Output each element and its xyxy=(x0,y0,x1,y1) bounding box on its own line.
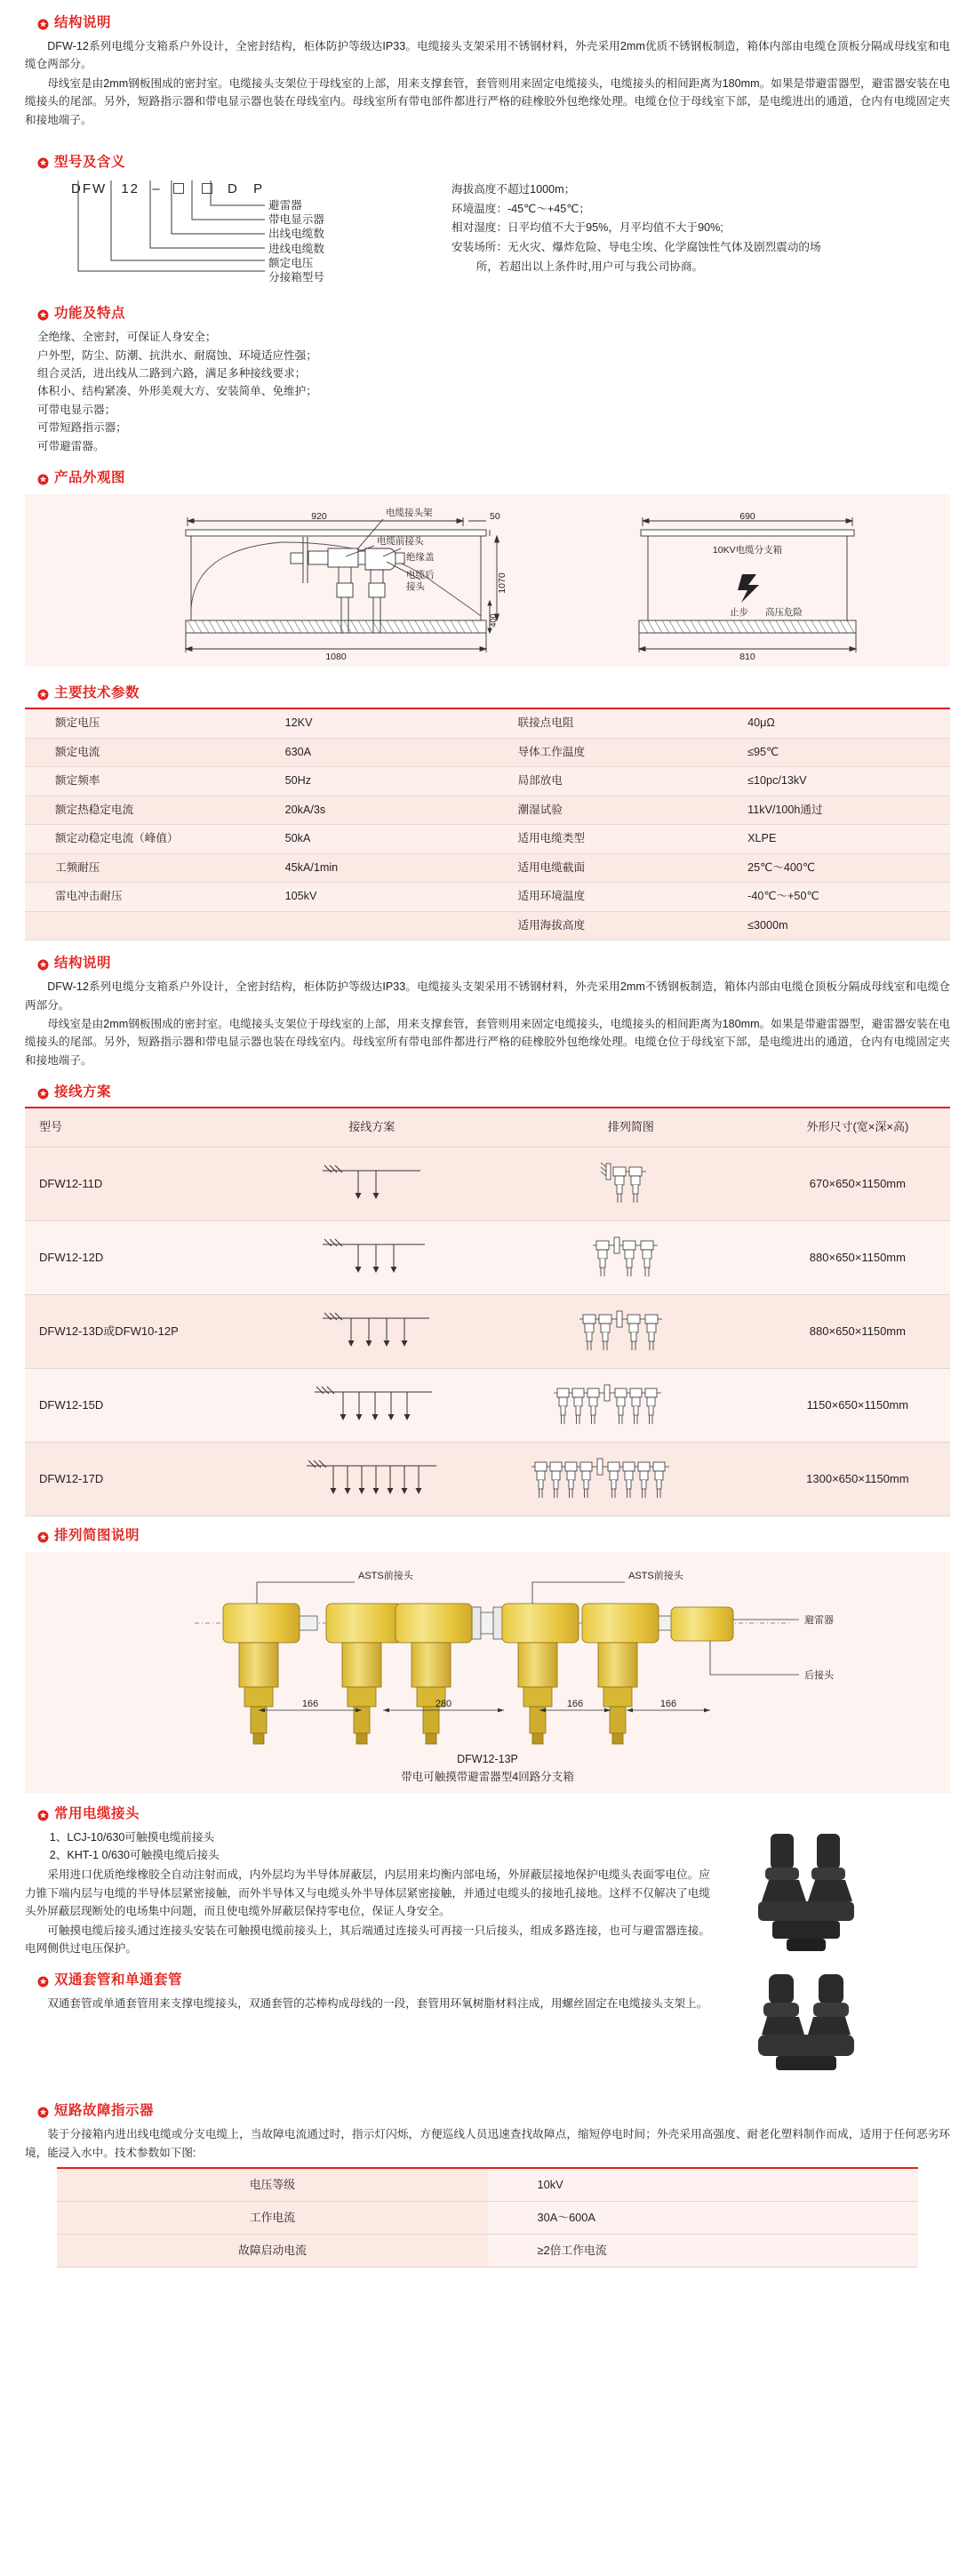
param-value xyxy=(266,911,488,940)
structure-paragraph-1: DFW-12系列电缆分支箱系户外设计，全密封结构，柜体防护等级达IP33。电缆接头支架采用不锈钢材料，外壳采用2mm优质不锈钢板制造，箱体内部由电缆仓顶板分隔成母线室和电缆仓两部分。 xyxy=(25,40,950,71)
structure-paragraph-2: 母线室是由2mm钢板围成的密封室。电缆接头支架位于母线室的上部，用来支撑套管，套管则用来固定电缆接头，电缆接头的相间距离为180mm。如果是带避雷器型，避雷器安装在电缆接头的尾部。另外，短路指示器和带电显示器也装在母线室内。母线室所有带电部件都进行严格的硅橡胶外包绝缘处理。电缆仓位于母线室下部，是电缆进出的通道，仓内有电缆固定夹和接地端子。 xyxy=(25,76,950,126)
param-value: XLPE xyxy=(728,825,950,854)
param-key: 额定动稳定电流（峰值） xyxy=(25,825,266,854)
feature-item: 可带短路指示器； xyxy=(37,421,127,435)
feature-item: 体积小、结构紧凑、外形美观大方、安装简单、免维护； xyxy=(37,385,317,398)
fault-paragraph-1: 装于分接箱内进出线电缆或分支电缆上，当故障电流通过时，指示灯闪烁，方便巡线人员迅速查找故障点，缩短停电时间；外壳采用高强度、耐老化塑料制作而成，适用于任何恶劣环境，能浸入水中。技术参数如下图: xyxy=(25,2128,950,2159)
model-leader-lines xyxy=(25,179,443,276)
dim-50: 50 xyxy=(489,511,500,523)
table-row xyxy=(25,1147,950,1220)
wiring-layout-figure xyxy=(497,1220,765,1294)
dim-400: 400 xyxy=(488,613,498,628)
dim-166-c: 166 xyxy=(659,1699,676,1710)
bushing-paragraph-1: 双通套管或单通套管用来支撑电缆接头，双通套管的芯棒构成母线的一段，套管用环氧树脂材料注成，用螺丝固定在电缆接头支架上。 xyxy=(47,1997,708,2011)
section-title: 功能及特点 xyxy=(54,306,126,322)
table-row xyxy=(25,883,950,912)
wiring-layout-figure xyxy=(497,1443,765,1516)
scheme-diagram xyxy=(296,1230,447,1280)
joint-unit xyxy=(396,1604,472,1744)
table-row xyxy=(25,1443,950,1516)
section-title: 短路故障指示器 xyxy=(54,2103,155,2119)
param-value: ≤95℃ xyxy=(728,738,950,767)
col-layout: 排列简图 xyxy=(497,1108,765,1147)
label-rear-joint-2: 接头 xyxy=(405,581,425,593)
table-row xyxy=(25,796,950,825)
section-heading-model xyxy=(37,152,950,173)
wiring-model: DFW12-15D xyxy=(25,1369,247,1443)
model-label-3: 进线电缆数 xyxy=(268,242,324,255)
section-fault-indicator xyxy=(25,2100,950,2267)
label-warn-1: 止步 xyxy=(729,607,748,619)
section-title: 常用电缆接头 xyxy=(54,1806,140,1822)
joint-item-2: 2、KHT-1 0/630可触摸电缆后接头 xyxy=(49,1849,220,1862)
env-humidity: 相对湿度：日平均值不大于95%，月平均值不大于90%; xyxy=(452,221,723,235)
param-value: 50Hz xyxy=(266,767,488,796)
param-key: 额定频率 xyxy=(25,767,266,796)
parameters-table xyxy=(25,708,950,940)
joints-text-column xyxy=(25,1804,710,2014)
section-heading-structure-2 xyxy=(37,953,950,974)
feature-item: 户外型，防尘、防潮、抗洪水、耐腐蚀、环境适应性强； xyxy=(37,348,317,362)
label-asts-front-left: ASTS前接头 xyxy=(357,1571,413,1582)
joint-unit xyxy=(326,1604,403,1744)
model-label-list xyxy=(268,198,324,284)
section-title: 接线方案 xyxy=(54,1084,112,1100)
wiring-dimension: 1300×650×1150mm xyxy=(765,1443,950,1516)
fault-parameters-table xyxy=(57,2167,917,2267)
table-row xyxy=(25,1369,950,1443)
wiring-dimension: 1150×650×1150mm xyxy=(765,1369,950,1443)
section-structure xyxy=(25,12,950,129)
joint-photos xyxy=(719,1804,950,2090)
param-value: 11kV/100h通过 xyxy=(728,796,950,825)
layout-figure-box xyxy=(25,1552,950,1793)
code-voltage: 12 xyxy=(121,180,140,196)
param-value: 12KV xyxy=(266,708,488,738)
col-model: 型号 xyxy=(25,1108,247,1147)
param-key: 局部放电 xyxy=(487,767,728,796)
environment-conditions-list xyxy=(452,179,821,276)
star-icon xyxy=(37,959,49,971)
wiring-scheme-figure xyxy=(247,1147,497,1220)
param-key: 适用海拔高度 xyxy=(487,911,728,940)
joints-paragraph-2: 可触摸电缆后接头通过连接头安装在可触摸电缆前接头上，其后端通过连接头可再接一只后接头，组成多路连接，也可与避雷器连接。电网侧供过电压保护。 xyxy=(25,1924,710,1955)
scheme-diagram xyxy=(296,1156,447,1206)
param-value: -40℃～+50℃ xyxy=(728,883,950,912)
label-rear-joint: 后接头 xyxy=(803,1670,834,1682)
table-row xyxy=(57,2168,917,2201)
feature-item: 全绝缘、全密封，可保证人身安全； xyxy=(37,331,217,344)
param-key: 导体工作温度 xyxy=(487,738,728,767)
model-label-5: 分接箱型号 xyxy=(268,271,324,284)
section-layout-figure xyxy=(25,1525,950,1793)
label-insul-cover: 绝缘盖 xyxy=(405,552,434,564)
param-key: 雷电冲击耐压 xyxy=(25,883,266,912)
structure2-paragraph-2: 母线室是由2mm钢板围成的密封室。电缆接头支架位于母线室的上部，用来支撑套管，套管则用来固定电缆接头，电缆接头的相间距离为180mm。如果是带避雷器型，避雷器安装在电缆接头的尾部。另外，短路指示器和带电显示器也装在母线室内。母线室所有带电部件都进行严格的硅橡胶外包绝缘处理。电缆仓位于母线室下部，是电缆进出的通道，仓内有电缆固定夹和接地端子。 xyxy=(25,1017,950,1067)
section-heading-structure xyxy=(37,12,950,34)
param-key xyxy=(25,911,266,940)
layout-diagram xyxy=(538,1376,724,1429)
table-row xyxy=(25,767,950,796)
section-title: 结构说明 xyxy=(54,15,112,30)
section-heading-bushing xyxy=(37,1970,710,1991)
col-scheme: 接线方案 xyxy=(247,1108,497,1147)
layout-diagram xyxy=(524,1450,738,1503)
model-label-2: 出线电缆数 xyxy=(268,228,324,241)
param-value: 40μΩ xyxy=(728,708,950,738)
fault-value: ≥2倍工作电流 xyxy=(488,2234,918,2267)
param-key: 适用电缆类型 xyxy=(487,825,728,854)
star-icon xyxy=(37,309,49,321)
section-heading-fault xyxy=(37,2100,950,2122)
star-icon xyxy=(37,2107,49,2118)
wiring-table xyxy=(25,1107,950,1516)
table-header-row xyxy=(25,1108,950,1147)
wiring-dimension: 880×650×1150mm xyxy=(765,1294,950,1368)
env-temperature: 环境温度：-45℃～+45℃； xyxy=(452,202,591,215)
param-value: 50kA xyxy=(266,825,488,854)
table-row xyxy=(25,911,950,940)
layout-diagram xyxy=(551,1302,711,1356)
section-title: 结构说明 xyxy=(54,956,112,972)
dim-166-a: 166 xyxy=(301,1699,318,1710)
label-rear-joint: 电缆后 xyxy=(405,570,434,581)
wiring-dimension: 670×650×1150mm xyxy=(765,1147,950,1220)
section-heading-features xyxy=(37,303,950,324)
model-label-4: 额定电压 xyxy=(268,256,314,269)
param-key: 适用环境温度 xyxy=(487,883,728,912)
label-asts-front-right: ASTS前接头 xyxy=(627,1571,683,1582)
table-row xyxy=(57,2234,917,2267)
layout-diagram xyxy=(555,1228,707,1282)
star-icon xyxy=(37,689,49,700)
wiring-scheme-figure xyxy=(247,1443,497,1516)
table-row xyxy=(25,1294,950,1368)
wiring-dimension: 880×650×1150mm xyxy=(765,1220,950,1294)
wiring-layout-figure xyxy=(497,1369,765,1443)
section-model-designation xyxy=(25,152,950,284)
star-icon xyxy=(37,19,49,30)
wiring-model: DFW12-17D xyxy=(25,1443,247,1516)
param-key: 额定电压 xyxy=(25,708,266,738)
param-value: 20kA/3s xyxy=(266,796,488,825)
code-p: P xyxy=(253,180,265,196)
param-key: 适用电缆截面 xyxy=(487,853,728,883)
dim-1070: 1070 xyxy=(496,572,507,594)
arrester-unit xyxy=(671,1607,733,1641)
star-icon xyxy=(37,1532,49,1543)
param-key: 额定热稳定电流 xyxy=(25,796,266,825)
fault-key: 故障启动电流 xyxy=(57,2234,487,2267)
code-prefix: DFW xyxy=(71,180,108,196)
table-row xyxy=(25,1220,950,1294)
scheme-diagram xyxy=(292,1378,452,1428)
table-row xyxy=(25,708,950,738)
dim-1080: 1080 xyxy=(324,652,347,663)
feature-item: 可带避雷器。 xyxy=(37,439,105,452)
dim-810: 810 xyxy=(739,652,755,663)
dim-920: 920 xyxy=(310,511,327,523)
wiring-model: DFW12-12D xyxy=(25,1220,247,1294)
wiring-layout-figure xyxy=(497,1294,765,1368)
appearance-drawing xyxy=(52,498,923,663)
section-title: 型号及含义 xyxy=(54,154,126,170)
section-title: 排列简图说明 xyxy=(54,1528,140,1544)
arrangement-drawing xyxy=(88,1561,888,1755)
col-dimension: 外形尺寸(宽×深×高) xyxy=(765,1108,950,1147)
param-value: 105kV xyxy=(266,883,488,912)
scheme-diagram xyxy=(287,1452,456,1501)
param-key: 联接点电阻 xyxy=(487,708,728,738)
scheme-diagram xyxy=(296,1304,447,1354)
star-icon xyxy=(37,157,49,169)
param-value: 25℃～400℃ xyxy=(728,853,950,883)
section-parameters xyxy=(25,683,950,940)
fault-key: 工作电流 xyxy=(57,2201,487,2234)
fault-value: 30A～600A xyxy=(488,2201,918,2234)
section-heading-appearance xyxy=(37,468,950,489)
param-value: 45kA/1min xyxy=(266,853,488,883)
dim-690: 690 xyxy=(739,511,755,523)
label-front-joint: 电缆前接头 xyxy=(376,536,423,548)
param-key: 额定电流 xyxy=(25,738,266,767)
wiring-model: DFW12-11D xyxy=(25,1147,247,1220)
fault-key: 电压等级 xyxy=(57,2168,487,2201)
param-value: ≤3000m xyxy=(728,911,950,940)
star-icon xyxy=(37,474,49,485)
section-appearance xyxy=(25,468,950,667)
layout-model-label: DFW12-13P xyxy=(457,1753,518,1766)
feature-item: 组合灵活，进出线从二路到六路，满足多种接线要求； xyxy=(37,367,307,380)
section-heading-parameters xyxy=(37,683,950,704)
env-altitude: 海拔高度不超过1000m； xyxy=(452,182,576,196)
layout-caption: 带电可触摸带避雷器型4回路分支箱 xyxy=(401,1770,574,1783)
dim-280: 280 xyxy=(435,1699,452,1710)
param-key: 潮湿试验 xyxy=(487,796,728,825)
env-site: 安装场所：无火灾、爆炸危险、导电尘埃、化学腐蚀性气体及剧烈震动的场 xyxy=(452,240,821,253)
label-arrester: 避雷器 xyxy=(803,1615,834,1627)
section-heading-layout xyxy=(37,1525,950,1547)
code-d: D xyxy=(228,180,239,196)
appearance-figure xyxy=(25,494,950,667)
label-cabinet-title: 10KV电缆分支箱 xyxy=(712,545,782,556)
joint-item-1: 1、LCJ-10/630可触摸电缆前接头 xyxy=(49,1831,215,1844)
section-title: 主要技术参数 xyxy=(54,685,140,701)
star-icon xyxy=(37,1810,49,1821)
wiring-scheme-figure xyxy=(247,1294,497,1368)
env-site-cont: 所，若超出以上条件时,用户可与我公司协商。 xyxy=(476,260,704,273)
joints-numbered-list xyxy=(25,1828,710,1864)
joint-unit xyxy=(502,1604,579,1744)
wiring-scheme-figure xyxy=(247,1220,497,1294)
wiring-scheme-figure xyxy=(247,1369,497,1443)
wiring-model: DFW12-13D或DFW10-12P xyxy=(25,1294,247,1368)
code-dash: – xyxy=(152,180,162,196)
model-designation-row xyxy=(25,179,950,284)
star-icon xyxy=(37,1088,49,1100)
model-label-0: 避雷器 xyxy=(268,198,302,212)
structure2-paragraph-1: DFW-12系列电缆分支箱系户外设计，全密封结构，柜体防护等级达IP33。电缆接头支架采用不锈钢材料，外壳采用2mm不锈钢板制造，箱体内部由电缆仓顶板分隔成母线室和电缆仓两部分。 xyxy=(25,980,950,1012)
model-designation-diagram xyxy=(25,179,443,284)
wiring-layout-figure xyxy=(497,1147,765,1220)
param-value: 630A xyxy=(266,738,488,767)
section-structure-2 xyxy=(25,953,950,1069)
table-row xyxy=(25,738,950,767)
table-row xyxy=(25,825,950,854)
features-list xyxy=(37,328,950,455)
model-label-1: 带电显示器 xyxy=(268,213,324,227)
star-icon xyxy=(37,1976,49,1988)
param-key: 工频耐压 xyxy=(25,853,266,883)
table-row xyxy=(57,2201,917,2234)
section-joints-wrap xyxy=(25,1804,950,2090)
dim-166-b: 166 xyxy=(566,1699,583,1710)
param-value: ≤10pc/13kV xyxy=(728,767,950,796)
section-title: 产品外观图 xyxy=(54,470,126,486)
section-features xyxy=(25,303,950,455)
section-heading-wiring xyxy=(37,1082,950,1103)
section-heading-joints xyxy=(37,1804,710,1825)
section-wiring xyxy=(25,1082,950,1516)
label-rack: 电缆接头架 xyxy=(385,508,432,519)
cable-joint-photos xyxy=(719,1818,941,2084)
joint-unit xyxy=(223,1604,300,1744)
label-warn-2: 高压危险 xyxy=(764,607,803,619)
joint-unit xyxy=(582,1604,659,1744)
section-title: 双通套管和单通套管 xyxy=(54,1972,183,1988)
table-row xyxy=(25,853,950,883)
layout-diagram xyxy=(560,1155,702,1208)
feature-item: 可带电显示器； xyxy=(37,403,116,416)
fault-value: 10kV xyxy=(488,2168,918,2201)
joints-paragraph-1: 采用进口优质绝缘橡胶全自动注射而成，内外层均为半导体屏蔽层，内层用来均衡内部电场，外屏蔽层接地保护电缆头表面零电位。应力锥下端内层与电缆的半导体层紧密接触，而外半导体又与电缆头外半导体层紧密接触，并通过电缆头的接地孔接地。这样不仅解决了电缆头外屏蔽层现断处的电场集中问题，而且使电缆外屏蔽层保持零电位，保证人身安全。 xyxy=(25,1868,710,1918)
